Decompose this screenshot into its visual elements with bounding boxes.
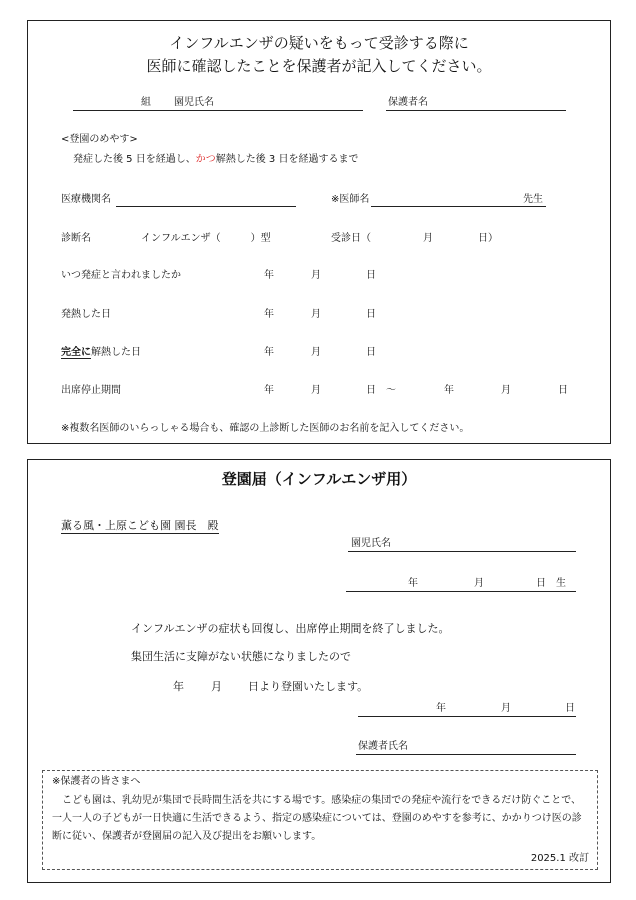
- body-line3-month: 月: [211, 680, 222, 693]
- notice-heading: ※保護者の皆さまへ: [52, 776, 141, 787]
- complete-month: 月: [311, 347, 321, 358]
- diagnosis-label: 診断名: [61, 233, 91, 244]
- class-label: 組: [141, 97, 151, 108]
- guide-text-pre: 発症した後 5 日を経過し、: [73, 154, 196, 165]
- fever-month: 月: [311, 309, 321, 320]
- guide-text: [73, 154, 358, 166]
- body-line2: 集団生活に支障がない状態になりましたので: [131, 650, 351, 663]
- notice-body: こども園は、乳幼児が集団で長時間生活を共にする場です。感染症の集団での発症や流行をできるだけ防ぐことで、一人一人の子どもが一日快適に生活できるよう、指定の感染症については、登園のめやすを参考に、かかりつけ医の診断に従い、保護者が登園届の記入及び提出をお願いします。: [52, 795, 582, 842]
- suspension-label: 出席停止期間: [61, 385, 121, 396]
- body-line3-year: 年: [173, 680, 184, 693]
- body-line1: インフルエンザの症状も回復し、出席停止期間を終了しました。: [131, 622, 450, 635]
- return-child-name-label: 園児氏名: [351, 538, 391, 549]
- suspension-tilde: ～: [386, 385, 396, 396]
- guardian-name-field[interactable]: [386, 110, 566, 111]
- birth-year: 年: [408, 578, 418, 589]
- suspension-start-year: 年: [264, 385, 274, 396]
- guardian-name-label: 保護者名: [388, 97, 428, 108]
- visit-date-label: 受診日（: [331, 233, 371, 244]
- visit-month: 月: [423, 233, 433, 244]
- suspension-end-month: 月: [501, 385, 511, 396]
- return-child-name-field[interactable]: [348, 551, 576, 552]
- birth-date-field[interactable]: [346, 591, 576, 592]
- doctor-field[interactable]: [371, 206, 546, 207]
- complete-rest: 解熱した日: [91, 347, 141, 358]
- submission-day: 日: [565, 703, 575, 714]
- suspension-start-month: 月: [311, 385, 321, 396]
- form-title-line2: 医師に確認したことを保護者が記入してください。: [146, 57, 492, 75]
- class-field[interactable]: [73, 110, 363, 111]
- onset-year: 年: [264, 270, 274, 281]
- guide-heading: <登園のめやす>: [61, 134, 138, 145]
- fever-label: 発熱した日: [61, 309, 111, 320]
- complete-year: 年: [264, 347, 274, 358]
- doctor-label: ※医師名: [331, 194, 370, 205]
- guardian-notice: [42, 770, 598, 870]
- return-notification-form: [27, 459, 611, 883]
- suspension-end-year: 年: [444, 385, 454, 396]
- submission-month: 月: [501, 703, 511, 714]
- birth-day: 日 生: [536, 578, 566, 589]
- institution-field[interactable]: [116, 206, 296, 207]
- onset-day: 日: [366, 270, 376, 281]
- child-name-label: 園児氏名: [174, 97, 214, 108]
- doctor-note: ※複数名医師のいらっしゃる場合も、確認の上診断した医師のお名前を記入してください。: [61, 423, 470, 434]
- submission-year: 年: [436, 703, 446, 714]
- visit-day: 日）: [478, 233, 498, 244]
- guide-text-red: かつ: [195, 154, 216, 165]
- complete-emphasis: 完全に: [61, 347, 91, 358]
- body-line3-rest: 日より登園いたします。: [248, 680, 369, 693]
- doctor-suffix: 先生: [523, 194, 543, 205]
- complete-fever-label: [61, 347, 141, 359]
- revision-label: 2025.1 改訂: [530, 853, 589, 864]
- guide-text-post: 解熱した後 3 日を経過するまで: [215, 154, 359, 165]
- form-title-line1: インフルエンザの疑いをもって受診する際に: [169, 34, 469, 52]
- complete-day: 日: [366, 347, 376, 358]
- guardian-signature-field[interactable]: [356, 754, 576, 755]
- birth-month: 月: [474, 578, 484, 589]
- suspension-end-day: 日: [558, 385, 568, 396]
- diagnosis-value[interactable]: インフルエンザ（ ）型: [141, 233, 271, 244]
- fever-year: 年: [264, 309, 274, 320]
- addressee: 薫る風・上原こども園 園長 殿: [61, 519, 219, 532]
- fever-day: 日: [366, 309, 376, 320]
- submission-date-field[interactable]: [358, 716, 576, 717]
- onset-month: 月: [311, 270, 321, 281]
- institution-label: 医療機関名: [61, 194, 111, 205]
- suspension-start-day: 日: [366, 385, 376, 396]
- guardian-signature-label: 保護者氏名: [358, 741, 408, 752]
- onset-label: いつ発症と言われましたか: [61, 270, 181, 281]
- return-form-title: 登園届（インフルエンザ用）: [221, 470, 417, 488]
- doctor-confirmation-form: [27, 20, 611, 444]
